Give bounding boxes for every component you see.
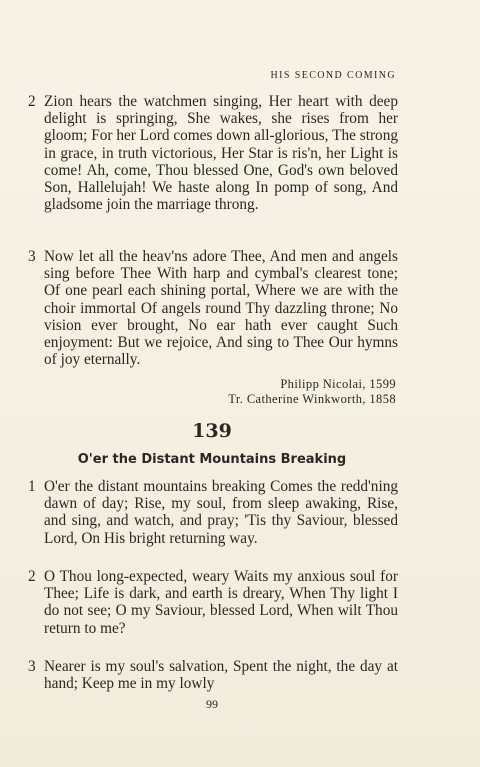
- stanza-3-lower: [28, 658, 398, 692]
- stanza-3-upper: [28, 248, 398, 368]
- stanza-2-upper: [28, 93, 398, 213]
- hymn-title: O'er the Distant Mountains Breaking: [77, 452, 347, 467]
- stanza-2-lower: [28, 568, 398, 637]
- stanza-text: Zion hears the watchmen singing, Her heart with deep delight is springing, She wakes, she rises from her gloom; For her Lord comes down all-glorious, The strong in grace, in truth victorious, Her Star is ris'n, her Light is come! Ah, come, Thou blessed One, God's own beloved Son, Hallelujah! We haste along In pomp of song, And gladsome join the marriage throng.: [44, 93, 398, 214]
- hymn-number: 139: [192, 420, 232, 442]
- page-number: 99: [206, 697, 218, 711]
- stanza-1-lower: [28, 478, 398, 547]
- stanza-text: O'er the distant mountains breaking Comes the redd'ning dawn of day; Rise, my soul, from sleep awaking, Rise, and sing, and watch, and pray; 'Tis thy Saviour, blessed Lord, On His bright returning way.: [44, 478, 398, 547]
- stanza-number: 2: [28, 568, 36, 585]
- stanza-text: O Thou long-expected, weary Waits my anxious soul for Thee; Life is dark, and earth is dreary, When Thy light I do not see; O my Saviour, blessed Lord, When wilt Thou return to me?: [44, 568, 398, 637]
- stanza-number: 1: [28, 478, 36, 495]
- running-head: HIS SECOND COMING: [270, 70, 396, 81]
- stanza-text: Nearer is my soul's salvation, Spent the night, the day at hand; Keep me in my lowly: [44, 658, 398, 693]
- stanza-number: 3: [28, 658, 36, 675]
- stanza-number: 2: [28, 93, 36, 110]
- author-attribution: Philipp Nicolai, 1599: [280, 377, 396, 391]
- stanza-number: 3: [28, 248, 36, 265]
- translator-attribution: Tr. Catherine Winkworth, 1858: [228, 392, 396, 406]
- stanza-text: Now let all the heav'ns adore Thee, And men and angels sing before Thee With harp and cymbal's clearest tone; Of one pearl each shining portal, Where we are with the choir immortal Of angels round Thy dazzling throne; No vision ever brought, No ear hath ever caught Such enjoyment: But we rejoice, And sing to Thee Our hymns of joy eternally.: [44, 248, 398, 369]
